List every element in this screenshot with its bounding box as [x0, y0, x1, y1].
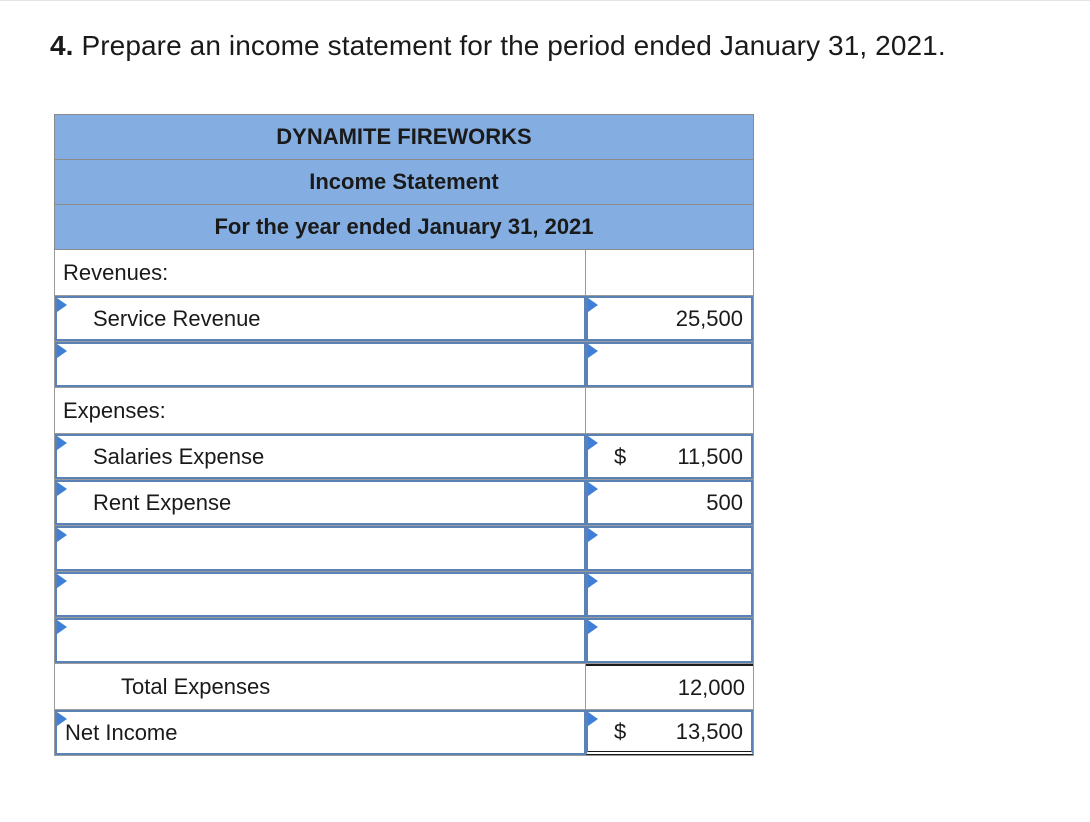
row-total-expenses [54, 664, 754, 710]
question-prompt [50, 30, 946, 62]
dropdown-flag-icon [588, 620, 598, 634]
row-revenue-blank [54, 342, 754, 388]
service-revenue-amount-input[interactable] [586, 296, 753, 341]
dropdown-flag-icon [588, 574, 598, 588]
net-income-amount: 13,500 [675, 718, 743, 744]
net-income-amount-input[interactable] [586, 710, 753, 755]
revenue-blank-amount-input[interactable] [586, 342, 753, 387]
salaries-expense-amount-input[interactable] [586, 434, 753, 479]
salaries-expense-amount: 11,500 [677, 443, 743, 469]
rent-expense-amount: 500 [706, 489, 743, 515]
question-number: 4. [50, 30, 74, 61]
row-service-revenue [54, 296, 754, 342]
row-revenues-heading [54, 250, 754, 296]
service-revenue-amount: 25,500 [675, 305, 743, 331]
dropdown-flag-icon [57, 712, 67, 726]
rent-expense-amount-input[interactable] [586, 480, 753, 525]
statement-period: For the year ended January 31, 2021 [54, 204, 754, 250]
row-rent-expense [54, 480, 754, 526]
dropdown-flag-icon [57, 436, 67, 450]
dropdown-flag-icon [588, 482, 598, 496]
rent-expense-account-select[interactable] [55, 480, 586, 525]
expense-blank-1-amount-input[interactable] [586, 526, 753, 571]
service-revenue-label: Service Revenue [93, 305, 261, 331]
question-text: Prepare an income statement for the period ended January 31, 2021. [81, 30, 946, 61]
net-income-currency-symbol: $ [614, 718, 627, 744]
dropdown-flag-icon [57, 482, 67, 496]
top-divider [0, 0, 1090, 15]
net-income-label: Net Income [65, 719, 178, 745]
salaries-expense-account-select[interactable] [55, 434, 586, 479]
row-expense-blank-3 [54, 618, 754, 664]
revenue-blank-account-select[interactable] [55, 342, 586, 387]
dropdown-flag-icon [57, 620, 67, 634]
expenses-label: Expenses: [63, 397, 166, 423]
total-expenses-amount: 12,000 [677, 674, 745, 700]
row-expense-blank-1 [54, 526, 754, 572]
total-expenses-label: Total Expenses [121, 673, 271, 699]
row-expense-blank-2 [54, 572, 754, 618]
dropdown-flag-icon [57, 574, 67, 588]
salaries-expense-label: Salaries Expense [93, 443, 265, 469]
expenses-heading-amount [586, 388, 753, 433]
company-name: DYNAMITE FIREWORKS [54, 114, 754, 159]
revenues-heading [55, 250, 586, 295]
row-net-income [54, 710, 754, 756]
row-salaries-expense [54, 434, 754, 480]
total-expenses-amount-cell [586, 664, 753, 709]
dropdown-flag-icon [57, 344, 67, 358]
dropdown-flag-icon [57, 298, 67, 312]
expense-blank-3-account-select[interactable] [55, 618, 586, 663]
expense-blank-2-account-select[interactable] [55, 572, 586, 617]
expense-blank-3-amount-input[interactable] [586, 618, 753, 663]
row-expenses-heading [54, 388, 754, 434]
dropdown-flag-icon [57, 528, 67, 542]
revenues-label: Revenues: [63, 259, 169, 285]
salaries-currency-symbol: $ [614, 443, 627, 469]
expenses-heading [55, 388, 586, 433]
dropdown-flag-icon [588, 344, 598, 358]
expense-blank-2-amount-input[interactable] [586, 572, 753, 617]
net-income-account-select[interactable] [55, 710, 586, 755]
total-expenses-heading [55, 664, 586, 709]
service-revenue-account-select[interactable] [55, 296, 586, 341]
dropdown-flag-icon [588, 712, 598, 726]
income-statement [54, 114, 754, 756]
statement-title: Income Statement [54, 159, 754, 204]
dropdown-flag-icon [588, 298, 598, 312]
dropdown-flag-icon [588, 528, 598, 542]
revenues-heading-amount [586, 250, 753, 295]
rent-expense-label: Rent Expense [93, 489, 232, 515]
expense-blank-1-account-select[interactable] [55, 526, 586, 571]
dropdown-flag-icon [588, 436, 598, 450]
